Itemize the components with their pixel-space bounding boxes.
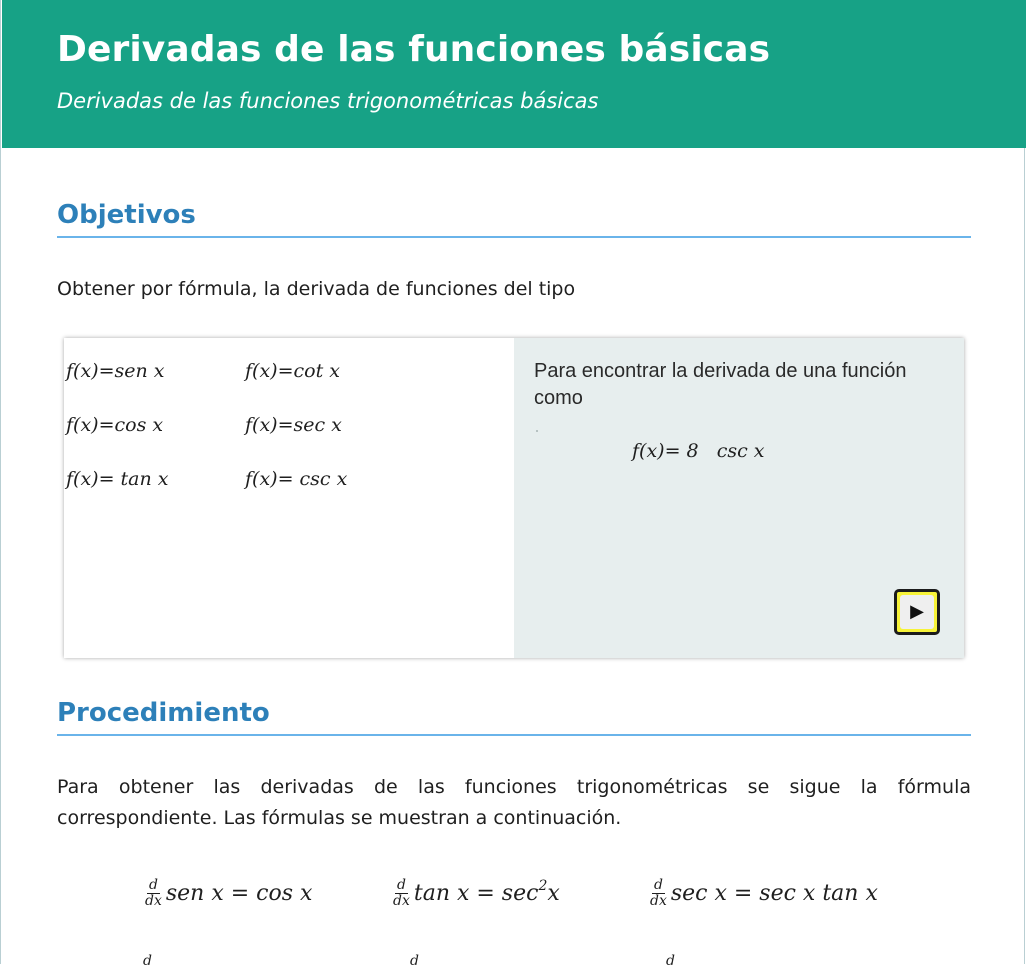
derivative-operator: $\frac{d}{dx}$ [650, 877, 667, 909]
function-item: f(x)=sec x [245, 414, 342, 436]
section-title-objetivos: Objetivos [57, 200, 196, 230]
derivative-operator: $\frac{d}{dx}$ [145, 877, 162, 909]
function-item: f(x)=cot x [245, 360, 340, 382]
page-title: Derivadas de las funciones básicas [57, 29, 771, 70]
formula-text: sec x = sec x tan x [670, 881, 878, 906]
derivative-formula-sec [650, 878, 878, 909]
function-item: f(x)= tan x [66, 468, 169, 490]
derivative-operator: $\frac{d}{dx}$ [393, 877, 410, 909]
formula-exponent: 2 [538, 877, 548, 894]
formula-text: tan x = sec [413, 881, 539, 906]
section-title-procedimiento: Procedimiento [57, 698, 270, 728]
scene-prompt-panel [514, 338, 964, 658]
function-item: f(x)=cos x [66, 414, 164, 436]
page-subtitle: Derivadas de las funciones trigonométricas básicas [57, 89, 599, 113]
function-item: f(x)=sen x [66, 360, 165, 382]
formula-row-cutoff: d [666, 953, 675, 969]
formula-row-cutoff: d [143, 953, 152, 969]
play-button[interactable] [894, 589, 940, 635]
formula-row-cutoff: d [410, 953, 419, 969]
procedimiento-text: Para obtener las derivadas de las funciones trigonométricas se sigue la fórmula correspondiente. Las fórmulas se muestran a continuación. [57, 776, 971, 829]
page-header [2, 0, 1026, 148]
derivative-formula-sen [145, 878, 312, 909]
scene-prompt-text: Para encontrar la derivada de una función como [534, 360, 907, 409]
example-function: f(x)= 8 csc x [632, 440, 765, 462]
section-divider [57, 734, 971, 736]
section-divider [57, 236, 971, 238]
decorative-dot [536, 430, 538, 432]
derivative-formula-tan [393, 878, 560, 909]
interactive-scene[interactable] [64, 338, 964, 658]
formula-text: sen x = cos x [165, 881, 313, 906]
function-item: f(x)= csc x [245, 468, 348, 490]
play-icon: ▶ [900, 595, 934, 629]
formula-text: x [547, 881, 560, 906]
objetivos-text: Obtener por fórmula, la derivada de funciones del tipo [57, 278, 576, 300]
